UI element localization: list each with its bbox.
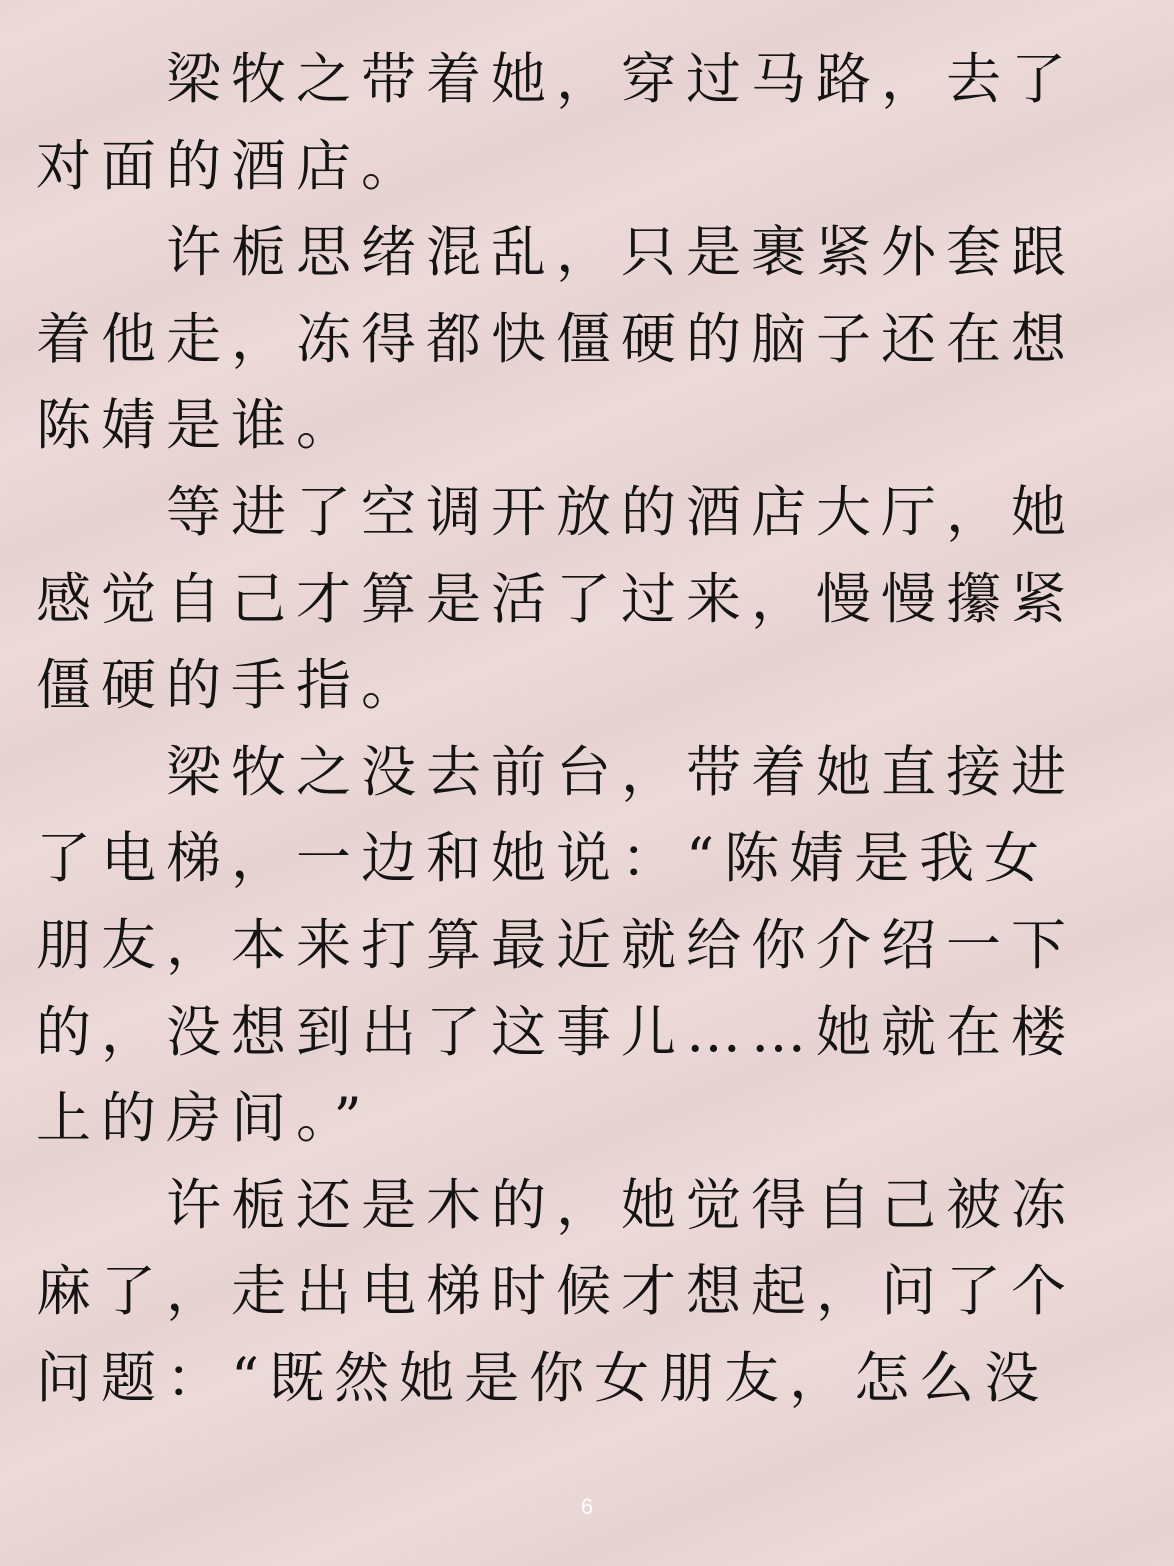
- text-line: 感觉自己才算是活了过来，慢慢攥紧: [36, 566, 1077, 631]
- text-line: 对面的酒店。: [36, 133, 427, 198]
- text-line: 麻了，走出电梯时候才想起，问了个: [36, 1259, 1077, 1324]
- text-line: 陈婧是谁。: [36, 393, 362, 458]
- text-line: 梁牧之带着她，穿过马路，去了: [166, 47, 1077, 111]
- text-line: 许栀还是木的，她觉得自己被冻: [166, 1172, 1077, 1237]
- text-line: 许栀思绪混乱，只是裹紧外套跟: [166, 220, 1077, 285]
- text-line: 上的房间。”: [36, 1086, 372, 1151]
- text-body: [36, 36, 1096, 1422]
- text-line: 僵硬的手指。: [36, 653, 427, 718]
- page-number: 6: [580, 1494, 594, 1519]
- text-line: 了电梯，一边和她说：“陈婧是我女: [36, 826, 1050, 891]
- text-line: 问题：“既然她是你女朋友，怎么没: [36, 1345, 1050, 1410]
- text-line: 的，没想到出了这事儿……她就在楼: [36, 999, 1077, 1064]
- text-line: 梁牧之没去前台，带着她直接进: [166, 739, 1077, 804]
- text-line: 朋友，本来打算最近就给你介绍一下: [36, 912, 1077, 977]
- text-line: 等进了空调开放的酒店大厅，她: [166, 479, 1077, 544]
- text-line: 着他走，冻得都快僵硬的脑子还在想: [36, 306, 1077, 371]
